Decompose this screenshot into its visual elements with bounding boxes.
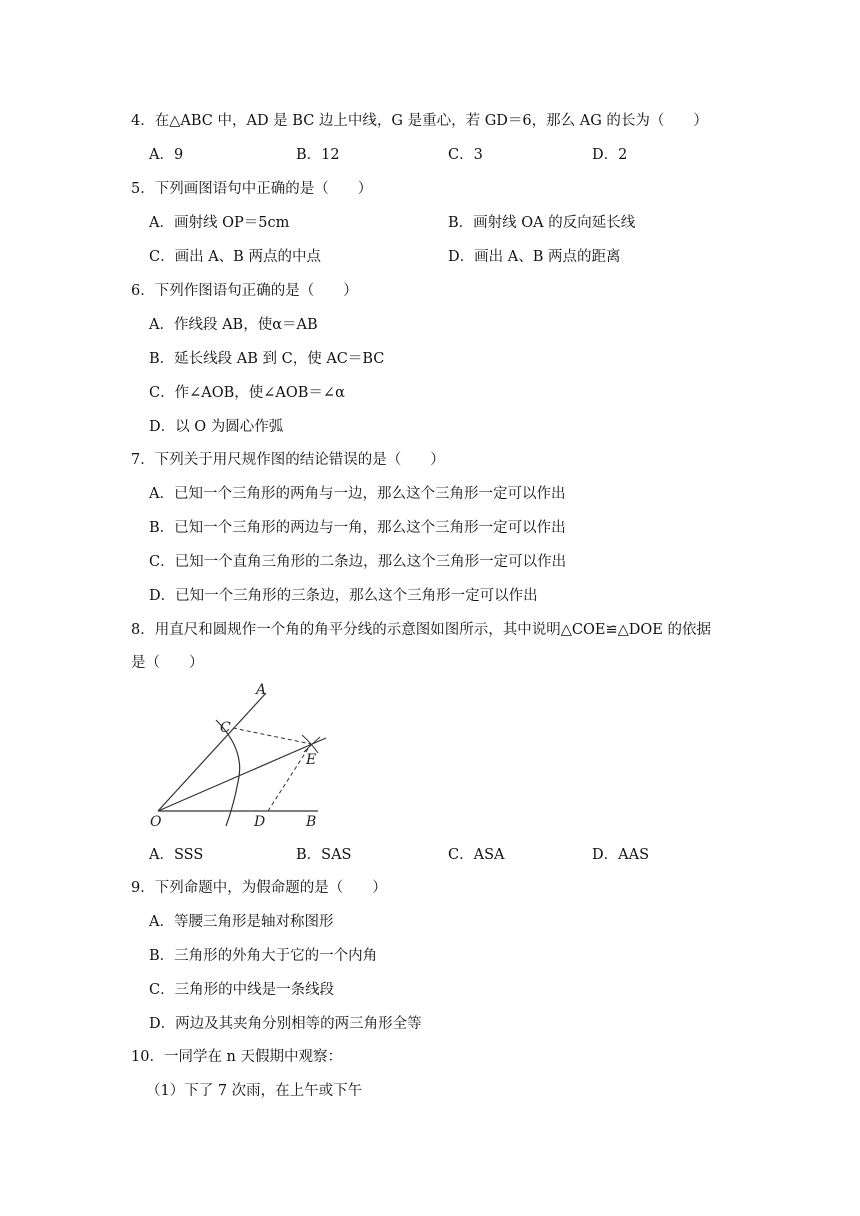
question-9-option-d: D．两边及其夹角分别相等的两三角形全等 xyxy=(149,1016,422,1032)
question-8-option-a: A．SSS xyxy=(149,847,204,863)
question-7-option-b: B．已知一个三角形的两边与一角，那么这个三角形一定可以作出 xyxy=(149,520,566,536)
question-8-option-d: D．AAS xyxy=(592,847,650,863)
label-o: O xyxy=(150,814,162,830)
ray-oe xyxy=(158,738,326,811)
question-7-option-a: A．已知一个三角形的两角与一边，那么这个三角形一定可以作出 xyxy=(149,486,566,502)
question-5-option-b: B．画射线 OA 的反向延长线 xyxy=(448,215,636,231)
question-10-stem: 10．一同学在 n 天假期中观察： xyxy=(131,1049,343,1065)
label-a: A xyxy=(256,682,267,698)
question-8-option-b: B．SAS xyxy=(296,847,352,863)
label-c: C xyxy=(220,720,231,736)
question-4-option-c: C．3 xyxy=(448,147,483,163)
question-8-option-c: C．ASA xyxy=(448,847,505,863)
label-b: B xyxy=(306,814,317,830)
label-d: D xyxy=(254,814,266,830)
angle-bisector-figure xyxy=(148,680,330,830)
question-7-option-d: D．已知一个三角形的三条边，那么这个三角形一定可以作出 xyxy=(149,588,538,604)
question-8-stem-line-1: 8．用直尺和圆规作一个角的角平分线的示意图如图所示，其中说明△COE≌△DOE 的依据 xyxy=(131,622,711,638)
question-6-stem: 6．下列作图语句正确的是（ ） xyxy=(131,283,358,299)
question-10-item-1: （1）下了 7 次雨，在上午或下午 xyxy=(146,1083,363,1099)
angle-bisector-diagram xyxy=(148,680,330,830)
question-5-option-c: C．画出 A、B 两点的中点 xyxy=(149,249,321,265)
question-5-option-d: D．画出 A、B 两点的距离 xyxy=(448,249,621,265)
question-4-option-d: D．2 xyxy=(592,147,628,163)
question-6-option-d: D．以 O 为圆心作弧 xyxy=(149,419,284,435)
question-4-option-a: A．9 xyxy=(149,147,184,163)
question-7-stem: 7．下列关于用尺规作图的结论错误的是（ ） xyxy=(131,452,445,468)
question-7-option-c: C．已知一个直角三角形的二条边，那么这个三角形一定可以作出 xyxy=(149,554,567,570)
question-4-option-b: B．12 xyxy=(296,147,340,163)
segment-ce xyxy=(233,728,311,744)
question-4-stem: 4．在△ABC 中，AD 是 BC 边上中线，G 是重心，若 GD＝6，那么 AG 的长为（ ） xyxy=(131,113,708,129)
question-5-stem: 5．下列画图语句中正确的是（ ） xyxy=(131,181,373,197)
question-9-option-b: B．三角形的外角大于它的一个内角 xyxy=(149,948,378,964)
question-6-option-b: B．延长线段 AB 到 C，使 AC＝BC xyxy=(149,351,385,367)
question-9-stem: 9．下列命题中，为假命题的是（ ） xyxy=(131,880,387,896)
question-5-option-a: A．画射线 OP＝5cm xyxy=(149,215,290,231)
label-e: E xyxy=(306,752,317,768)
question-9-option-c: C．三角形的中线是一条线段 xyxy=(149,982,335,998)
question-9-option-a: A．等腰三角形是轴对称图形 xyxy=(149,914,334,930)
ray-oa xyxy=(158,693,266,811)
question-8-stem-line-2: 是（ ） xyxy=(131,655,204,671)
question-6-option-a: A．作线段 AB，使α＝AB xyxy=(149,317,318,333)
question-6-option-c: C．作∠AOB，使∠AOB＝∠α xyxy=(149,385,345,401)
